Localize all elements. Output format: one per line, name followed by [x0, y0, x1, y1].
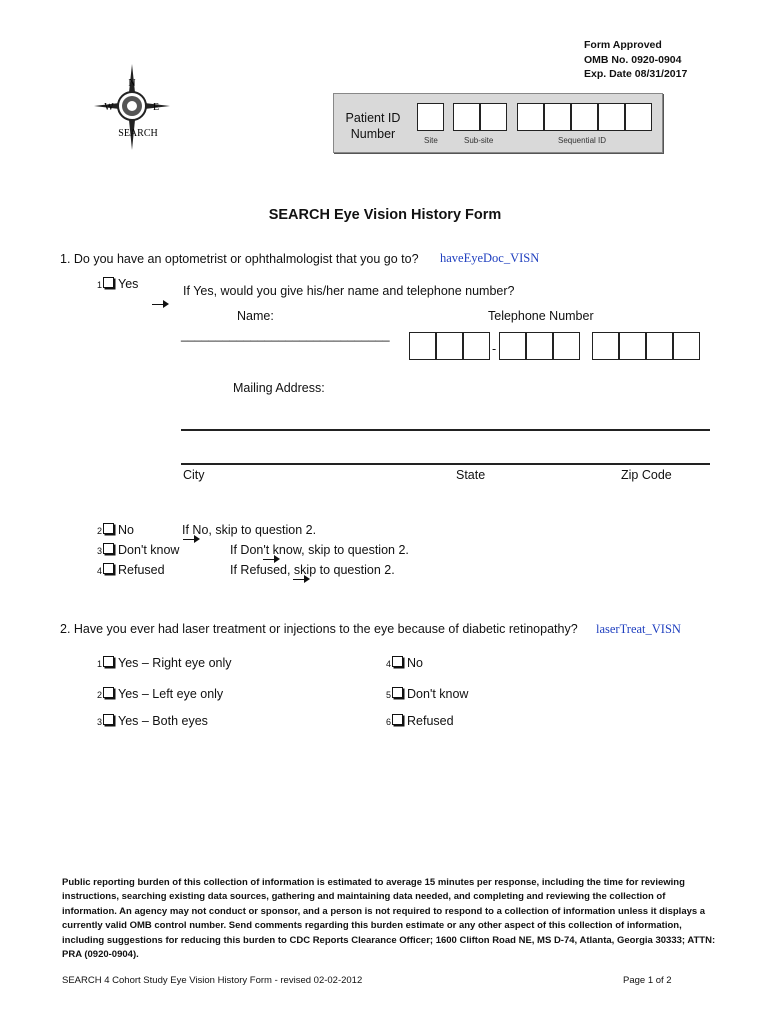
- checkbox[interactable]: [103, 543, 114, 554]
- arrow-icon: [183, 539, 197, 541]
- q2-option-left-eye[interactable]: [97, 687, 223, 701]
- tel-line-cell-4[interactable]: [673, 332, 700, 360]
- pid-label-line-1: Patient ID: [345, 111, 401, 125]
- patient-id-label: [343, 110, 403, 142]
- q1-variable: haveEyeDoc_VISN: [440, 251, 540, 265]
- footer-page-number: Page 1 of 2: [623, 975, 672, 986]
- option-label: Refused: [118, 563, 165, 577]
- q2-variable: laserTreat_VISN: [596, 622, 681, 636]
- pid-seq-cell-3[interactable]: [571, 103, 598, 131]
- checkbox[interactable]: [103, 563, 114, 574]
- q1-dont-know-skip: If Don't know, skip to question 2.: [230, 543, 409, 557]
- burden-statement: Public reporting burden of this collection of information is estimated to average 15 minutes per response, including the time for reviewing instructions, searching existing data sources, gathering and maintaining data needed, and completing and reviewing the collection of information. An agency may not conduct or sponsor, and a person is not required to respond to a collection of information unless it displays a currently valid OMB control number. Send comments regarding this burden estimate or any other aspect of this collection of information, including suggestions for reducing this burden to CDC Reports Clearance Officer; 1600 Clifton Road NE, MS D-74, Atlanta, Georgia 30333; ATTN: PRA (0920-0904).: [62, 877, 716, 961]
- option-num: 2: [97, 526, 103, 536]
- tel-line-cell-1[interactable]: [592, 332, 619, 360]
- footer-left: SEARCH 4 Cohort Study Eye Vision History Form - revised 02-02-2012: [62, 975, 363, 986]
- arrow-icon: [293, 579, 307, 581]
- arrow-icon: [152, 304, 166, 306]
- tel-area-cell-1[interactable]: [409, 332, 436, 360]
- checkbox[interactable]: [392, 687, 403, 698]
- option-label: Yes – Right eye only: [118, 656, 232, 670]
- pid-site-cell[interactable]: [417, 103, 444, 131]
- tel-dash: -: [492, 342, 497, 356]
- option-num: 5: [386, 690, 392, 700]
- checkbox[interactable]: [103, 687, 114, 698]
- name-blank[interactable]: ______________________________: [181, 328, 390, 342]
- search-compass-logo: [92, 62, 172, 152]
- q2-question: 2. Have you ever had laser treatment or injections to the eye because of diabetic retinopathy?: [60, 622, 578, 636]
- name-label: Name:: [237, 309, 274, 323]
- checkbox[interactable]: [103, 656, 114, 667]
- option-label: Yes – Left eye only: [118, 687, 224, 701]
- form-title: SEARCH Eye Vision History Form: [268, 207, 502, 223]
- q1-option-refused[interactable]: [97, 563, 165, 577]
- option-num: 6: [386, 717, 392, 727]
- q1-yes-num: 1: [97, 280, 103, 290]
- pid-sequential-label: Sequential ID: [558, 136, 607, 145]
- option-label: Yes – Both eyes: [118, 714, 208, 728]
- tel-line-cell-3[interactable]: [646, 332, 673, 360]
- address-line-1[interactable]: [181, 429, 710, 431]
- tel-area-cell-2[interactable]: [436, 332, 463, 360]
- checkbox[interactable]: [103, 277, 114, 288]
- approval-line-2: OMB No. 0920-0904: [584, 53, 682, 66]
- option-num: 4: [97, 566, 103, 576]
- q1-no-skip: If No, skip to question 2.: [182, 523, 317, 537]
- pid-seq-cell-5[interactable]: [625, 103, 652, 131]
- option-label: No: [118, 523, 134, 537]
- city-label: City: [183, 468, 205, 482]
- q1-option-dont-know[interactable]: [97, 543, 179, 557]
- logo-search: SEARCH: [118, 128, 158, 139]
- q1-question: 1. Do you have an optometrist or ophthalmologist that you go to?: [60, 252, 419, 266]
- option-label: Don't know: [407, 687, 469, 701]
- pid-seq-cell-1[interactable]: [517, 103, 544, 131]
- zip-label: Zip Code: [621, 468, 672, 482]
- state-label: State: [456, 468, 486, 482]
- q1-refused-skip: If Refused, skip to question 2.: [230, 563, 395, 577]
- option-num: 2: [97, 690, 103, 700]
- tel-prefix-cell-3[interactable]: [553, 332, 580, 360]
- pid-site-label: Site: [424, 136, 438, 145]
- tel-prefix-cell-1[interactable]: [499, 332, 526, 360]
- q2-option-right-eye[interactable]: [97, 656, 232, 670]
- logo-n: N: [128, 78, 136, 89]
- arrow-icon: [263, 559, 277, 561]
- q1-yes-label: Yes: [118, 277, 139, 291]
- option-num: 3: [97, 546, 103, 556]
- logo-w: W: [104, 102, 114, 113]
- checkbox[interactable]: [103, 714, 114, 725]
- q2-option-refused[interactable]: [386, 714, 454, 728]
- option-label: Refused: [407, 714, 454, 728]
- logo-e: E: [152, 102, 160, 113]
- tel-prefix-cell-2[interactable]: [526, 332, 553, 360]
- pid-subsite-cell-1[interactable]: [453, 103, 480, 131]
- checkbox[interactable]: [392, 656, 403, 667]
- omb-approval: [584, 38, 687, 82]
- pid-subsite-label: Sub-site: [464, 136, 494, 145]
- q2-option-dont-know[interactable]: [386, 687, 468, 701]
- option-num: 4: [386, 659, 392, 669]
- pid-seq-cell-2[interactable]: [544, 103, 571, 131]
- q1-option-no[interactable]: [97, 523, 134, 537]
- option-num: 1: [97, 659, 103, 669]
- q2-option-no[interactable]: [386, 656, 423, 670]
- mailing-address-label: Mailing Address:: [233, 381, 325, 395]
- tel-area-cell-3[interactable]: [463, 332, 490, 360]
- pid-seq-cell-4[interactable]: [598, 103, 625, 131]
- tel-line-cell-2[interactable]: [619, 332, 646, 360]
- checkbox[interactable]: [103, 523, 114, 534]
- pid-label-line-2: Number: [350, 127, 396, 141]
- q2-option-both-eyes[interactable]: [97, 714, 208, 728]
- telephone-label: Telephone Number: [488, 309, 594, 323]
- pid-subsite-cell-2[interactable]: [480, 103, 507, 131]
- option-num: 3: [97, 717, 103, 727]
- approval-line-3: Exp. Date 08/31/2017: [584, 68, 688, 80]
- option-label: Don't know: [118, 543, 180, 557]
- address-line-2[interactable]: [181, 463, 710, 465]
- checkbox[interactable]: [392, 714, 403, 725]
- q1-option-yes[interactable]: [97, 277, 138, 291]
- approval-line-1: Form Approved: [584, 39, 662, 51]
- option-label: No: [407, 656, 423, 670]
- q1-yes-followup: If Yes, would you give his/her name and telephone number?: [183, 284, 515, 298]
